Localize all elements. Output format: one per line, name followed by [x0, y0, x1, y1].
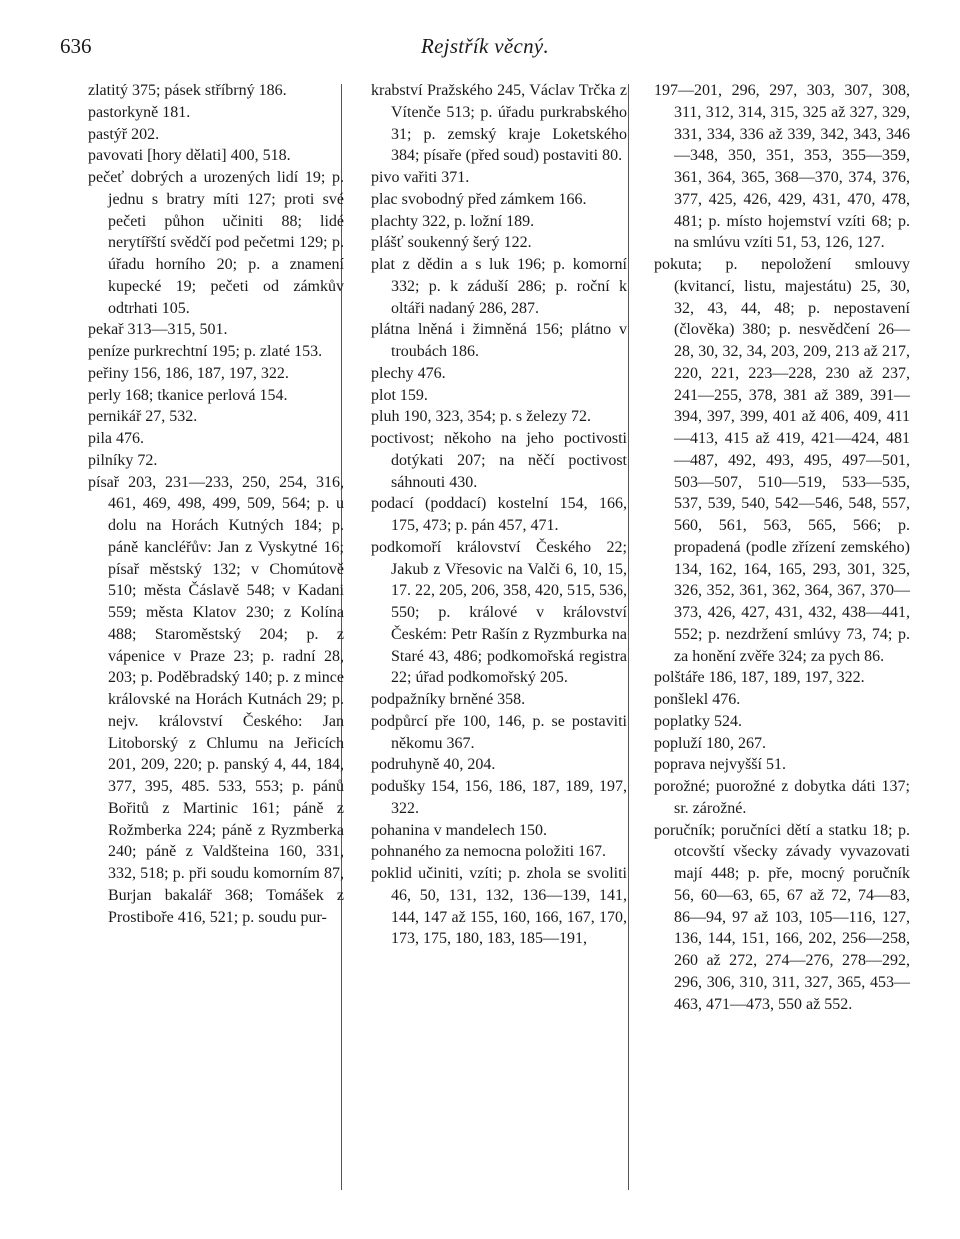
- index-entry: peřiny 156, 186, 187, 197, 322.: [88, 364, 289, 382]
- index-entry: plátna lněná i žimněná 156; plátno v troubách 186.: [371, 321, 627, 360]
- index-column-1: [88, 80, 344, 1015]
- index-entry: poplatky 524.: [654, 712, 742, 730]
- index-entry: plac svobodný před zámkem 166.: [371, 190, 587, 208]
- index-entry: písař 203, 231—233, 250, 254, 316, 461, 469, 498, 499, 509, 564; p. u dolu na Horách Kutných 184; p. páně kancléřův: Jan z Vyskytné 16; písař městský 132; v Chomútově 510; města Čáslavě 548; v Kadani 559; města Klatov 230; z Kolína 488; Staroměstský 204; p. z vápenice v Praze 23; p. radní 28, 203; p. Poděbradský 140; p. z mince královské na Horách Kutnách 29; p. nejv. království Českého: Jan Litoborský z Chlumu na Jeřicích 201, 209, 220; p. panský 4, 44, 184, 377, 395, 485. 533, 553; p. pánů Bořitů z Martinic 161; páně z Rožmberka 224; páně z Ryzmberka 240; páně z Valdšteina 160, 331, 332, 518; p. při soudu komorním 87, Burjan bakalář 368; Tomášek z Prostiboře 416, 521; p. soudu pur-: [88, 473, 344, 926]
- index-entry: polštáře 186, 187, 189, 197, 322.: [654, 669, 865, 687]
- running-head: Rejstřík věcný.: [420, 34, 550, 58]
- index-entry: poklid učiniti, vzíti; p. zhola se svoliti 46, 50, 131, 132, 136—139, 141, 144, 147 až 155, 160, 166, 167, 170, 173, 175, 180, 183, 185—191,: [371, 865, 627, 948]
- index-entry: podpůrcí pře 100, 146, p. se postaviti někomu 367.: [371, 712, 627, 752]
- index-entry: plechy 476.: [371, 364, 446, 382]
- index-entry: pluh 190, 323, 354; p. s železy 72.: [371, 408, 591, 426]
- index-entry: podpažníky brněné 358.: [371, 691, 526, 708]
- index-entry: pernikář 27, 532.: [88, 408, 198, 426]
- index-entry: pilníky 72.: [88, 451, 158, 469]
- index-entry: popluží 180, 267.: [654, 734, 766, 752]
- index-entry: plat z dědin a s luk 196; p. komorní 332; p. k záduší 286; p. roční k oltáři nadaný 286, 287.: [371, 256, 627, 317]
- index-entry: podací (poddací) kostelní 154, 166, 175, 473; p. pán 457, 471.: [371, 495, 627, 534]
- index-entry: podruhyně 40, 204.: [371, 756, 496, 774]
- index-entry: poručník; poručníci dětí a statku 18; p. otcovští všecky závady vyvazovati mají 448; p. pře, mocný poručník 56, 60—63, 65, 67 až 72, 74—83, 86—94, 97 až 103, 105—116, 127, 136, 144, 151, 166, 202, 256—258, 260 až 272, 274—276, 278—292, 296, 306, 310, 311, 327, 365, 453—463, 471—473, 550 až 552.: [654, 821, 910, 1013]
- index-entry: pavovati [hory dělati] 400, 518.: [88, 147, 291, 165]
- index-entry: plachty 322, p. ložní 189.: [371, 212, 535, 230]
- index-entry: pastorkyně 181.: [88, 103, 191, 121]
- page-header: [60, 34, 910, 64]
- index-entry: poctivost; někoho na jeho poctivosti dotýkati 207; na něčí poctivost sáhnouti 430.: [371, 430, 627, 491]
- index-entry: pečeť dobrých a urozených lidí 19; p. jednu s bratry míti 127; proti své pečeti půhon učiniti 88; lidé nerytířští svědčí pod pečetmi 129; p. úřadu horního 20; p. a znamení kupecké 19; pečeti od zámkův odtrhati 105.: [88, 169, 344, 317]
- index-entry: zlatitý 375; pásek stříbrný 186.: [88, 82, 287, 99]
- index-columns: [88, 80, 910, 1015]
- index-entry: pohnaného za nemocna položiti 167.: [371, 843, 607, 861]
- index-entry: krabství Pražského 245, Václav Trčka z Vítenče 513; p. úřadu purkrabského 31; p. zemský kraje Loketského 384; písaře (před soud) postaviti 80.: [371, 82, 627, 165]
- index-entry: peníze purkrechtní 195; p. zlaté 153.: [88, 343, 323, 360]
- index-entry: perly 168; tkanice perlová 154.: [88, 386, 288, 404]
- index-entry: porožné; puorožné z dobytka dáti 137; sr. zárožné.: [654, 778, 910, 817]
- index-entry: pekař 313—315, 501.: [88, 321, 228, 339]
- index-entry: poprava nejvyšší 51.: [654, 756, 786, 774]
- index-entry: pokuta; p. nepoložení smlouvy (kvitancí, listu, majestátu) 25, 30, 32, 43, 44, 48; p. nepostavení (člověka) 380; p. nesvědčení 26—28, 30, 32, 34, 203, 209, 213 až 217, 220, 221, 223—228, 230 až 237, 241—255, 378, 381 až 389, 391—394, 397, 399, 401 až 406, 409, 411—413, 415 až 419, 421—424, 481—487, 492, 493, 495, 497—501, 503—507, 510—519, 533—535, 537, 539, 540, 542—546, 548, 557, 560, 561, 563, 565, 566; p. propadená (podle zřízení zemského) 134, 162, 164, 165, 293, 301, 325, 326, 352, 361, 362, 364, 367, 370—373, 426, 427, 431, 432, 438—441, 552; p. nezdržení smlúvy 73, 74; p. za honění zvěře 324; za pych 86.: [654, 256, 910, 665]
- index-entry: plášť soukenný šerý 122.: [371, 234, 532, 252]
- index-entry: pila 476.: [88, 430, 144, 447]
- index-entry: pohanina v mandelech 150.: [371, 821, 547, 839]
- index-entry: pastýř 202.: [88, 125, 160, 143]
- index-entry: pivo vařiti 371.: [371, 169, 470, 186]
- index-column-2: [371, 80, 627, 1015]
- index-column-3: [654, 80, 910, 1015]
- index-entry: podušky 154, 156, 186, 187, 189, 197, 322.: [371, 778, 627, 817]
- index-entry: podkomoří království Českého 22; Jakub z Vřesovic na Valči 6, 10, 15, 17. 22, 205, 206, 358, 420, 515, 536, 550; p. králové v království Českém: Petr Rašín z Ryzmburka na Staré 43, 486; podkomořská registra 22; úřad podkomořský 205.: [371, 538, 627, 687]
- index-entry: ponšlekl 476.: [654, 691, 741, 708]
- page-number: 636: [60, 34, 92, 58]
- index-entry: 197—201, 296, 297, 303, 307, 308, 311, 312, 314, 315, 325 až 327, 329, 331, 334, 336 až 339, 342, 343, 346—348, 350, 351, 353, 355—359, 361, 364, 365, 368—370, 374, 376, 377, 425, 426, 429, 431, 470, 478, 481; p. místo hojemství vzíti 68; p. na smlúvu vzíti 51, 53, 126, 127.: [654, 82, 910, 252]
- index-entry: plot 159.: [371, 386, 428, 404]
